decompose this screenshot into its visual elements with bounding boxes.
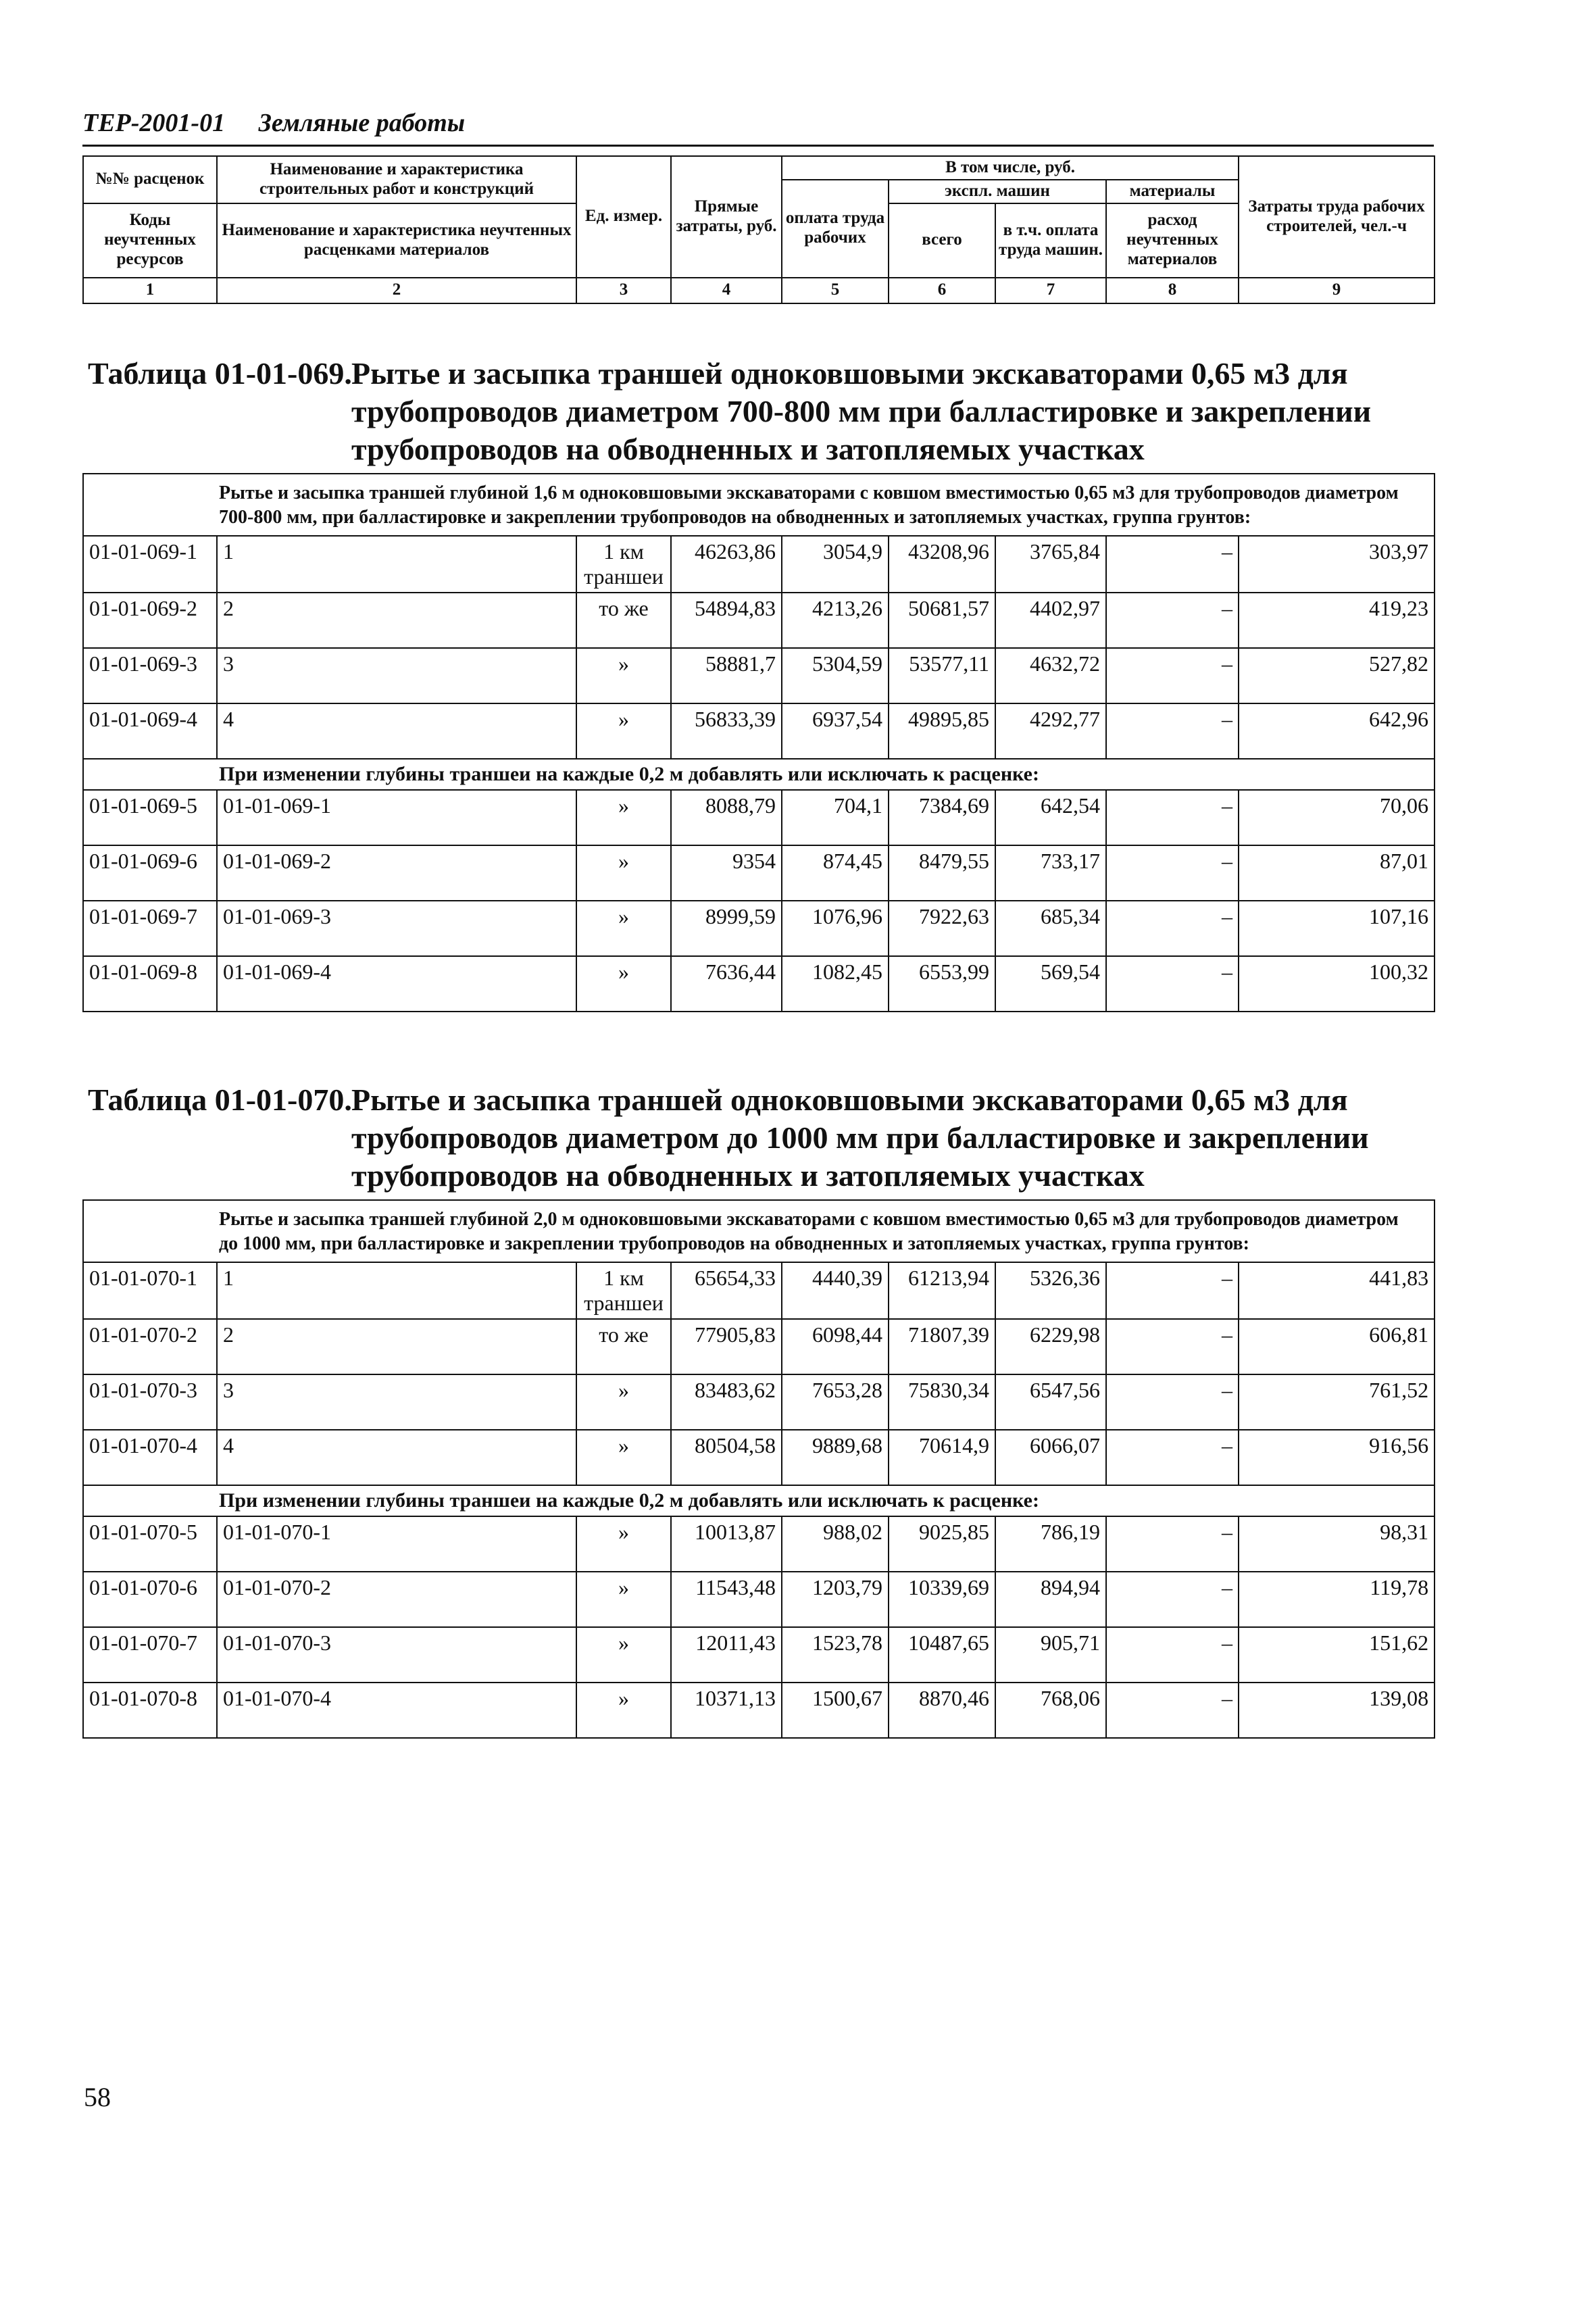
worker-pay: 3054,9 [782, 536, 889, 593]
worker-pay: 704,1 [782, 790, 889, 845]
table-label: Таблица 01-01-070. [88, 1082, 352, 1117]
direct-costs: 46263,86 [671, 536, 782, 593]
unit-cell [576, 1319, 671, 1374]
machines-total: 7384,69 [889, 790, 995, 845]
unit-cell [576, 1627, 671, 1683]
materials-cost: – [1106, 648, 1239, 703]
materials-cost: – [1106, 956, 1239, 1012]
worker-pay: 1076,96 [782, 901, 889, 956]
machines-total: 49895,85 [889, 703, 995, 759]
machines-total: 53577,11 [889, 648, 995, 703]
materials-cost: – [1106, 703, 1239, 759]
table-row [83, 790, 1435, 845]
rate-code: 01-01-070-5 [83, 1516, 217, 1572]
header-worker-pay: оплата труда рабочих [782, 180, 889, 278]
direct-costs: 12011,43 [671, 1627, 782, 1683]
unit-cell [576, 1572, 671, 1627]
header-number-7: 7 [995, 278, 1106, 303]
unit: » [618, 793, 629, 818]
header-material-name: Наименование и характеристика неучтенных расценками материалов [217, 203, 576, 278]
labor-hours: 419,23 [1239, 593, 1435, 648]
worker-pay: 1082,45 [782, 956, 889, 1012]
header-including: В том числе, руб. [782, 156, 1239, 180]
worker-pay: 4213,26 [782, 593, 889, 648]
machine-operator-pay: 6547,56 [995, 1374, 1106, 1430]
labor-hours: 70,06 [1239, 790, 1435, 845]
running-header [82, 108, 1434, 147]
unit: » [618, 651, 629, 676]
table-row [83, 1374, 1435, 1430]
machine-operator-pay: 3765,84 [995, 536, 1106, 593]
header-material-consumption: расход неучтенных материалов [1106, 203, 1239, 278]
header-direct-costs: Прямые затраты, руб. [671, 156, 782, 278]
table-row [83, 1430, 1435, 1485]
work-name: 4 [217, 1430, 576, 1485]
unit: » [618, 1630, 629, 1655]
rate-code: 01-01-070-2 [83, 1319, 217, 1374]
direct-costs: 10371,13 [671, 1683, 782, 1738]
materials-cost: – [1106, 1572, 1239, 1627]
work-name: 01-01-069-2 [217, 845, 576, 901]
work-name: 01-01-070-3 [217, 1627, 576, 1683]
header-number-2: 2 [217, 278, 576, 303]
unit: » [618, 1519, 629, 1544]
worker-pay: 1203,79 [782, 1572, 889, 1627]
header-rate-number: №№ расценок [83, 156, 217, 203]
labor-hours: 119,78 [1239, 1572, 1435, 1627]
materials-cost: – [1106, 1516, 1239, 1572]
materials-cost: – [1106, 1683, 1239, 1738]
table-title: Рытье и засыпка траншей одноковшовыми экскаваторами 0,65 м3 для трубопроводов диаметром до 1000 мм при балластировке и закреплении трубопроводов на обводненных и затопляемых участках [351, 1082, 1369, 1193]
unit: » [618, 1574, 629, 1599]
machine-operator-pay: 4402,97 [995, 593, 1106, 648]
unit-cell [576, 956, 671, 1012]
table-row [83, 1516, 1435, 1572]
machines-total: 43208,96 [889, 536, 995, 593]
header-machines: экспл. машин [889, 180, 1106, 203]
table-row [83, 703, 1435, 759]
machines-total: 61213,94 [889, 1262, 995, 1319]
labor-hours: 441,83 [1239, 1262, 1435, 1319]
labor-hours: 916,56 [1239, 1430, 1435, 1485]
unit: » [618, 903, 629, 928]
materials-cost: – [1106, 1262, 1239, 1319]
labor-hours: 139,08 [1239, 1683, 1435, 1738]
labor-hours: 87,01 [1239, 845, 1435, 901]
document-code: ТЕР-2001-01 [82, 109, 226, 137]
direct-costs: 7636,44 [671, 956, 782, 1012]
direct-costs: 8999,59 [671, 901, 782, 956]
section-name: Земляные работы [258, 109, 466, 137]
direct-costs: 77905,83 [671, 1319, 782, 1374]
header-number-8: 8 [1106, 278, 1239, 303]
machine-operator-pay: 4632,72 [995, 648, 1106, 703]
direct-costs: 83483,62 [671, 1374, 782, 1430]
unit: то же [599, 595, 649, 620]
work-name: 01-01-069-1 [217, 790, 576, 845]
direct-costs: 58881,7 [671, 648, 782, 703]
work-name: 01-01-070-2 [217, 1572, 576, 1627]
machines-total: 10487,65 [889, 1627, 995, 1683]
machine-operator-pay: 685,34 [995, 901, 1106, 956]
unit: » [618, 1433, 629, 1458]
materials-cost: – [1106, 536, 1239, 593]
table-title: Рытье и засыпка траншей одноковшовыми экскаваторами 0,65 м3 для трубопроводов диаметром 700-800 мм при балластировке и закреплении трубопроводов на обводненных и затопляемых участках [351, 356, 1372, 467]
machine-operator-pay: 6229,98 [995, 1319, 1106, 1374]
direct-costs: 9354 [671, 845, 782, 901]
machines-total: 8870,46 [889, 1683, 995, 1738]
header-number-9: 9 [1239, 278, 1435, 303]
labor-hours: 98,31 [1239, 1516, 1435, 1572]
column-header-table [82, 155, 1435, 304]
unit-cell [576, 1262, 671, 1319]
header-number-5: 5 [782, 278, 889, 303]
work-name: 3 [217, 648, 576, 703]
header-number-1: 1 [83, 278, 217, 303]
unit-cell [576, 648, 671, 703]
direct-costs: 56833,39 [671, 703, 782, 759]
header-machine-operator-pay: в т.ч. оплата труда машин. [995, 203, 1106, 278]
table-row [83, 536, 1435, 593]
worker-pay: 6937,54 [782, 703, 889, 759]
work-name: 01-01-070-1 [217, 1516, 576, 1572]
unit-cell [576, 901, 671, 956]
labor-hours: 107,16 [1239, 901, 1435, 956]
direct-costs: 10013,87 [671, 1516, 782, 1572]
rate-code: 01-01-069-1 [83, 536, 217, 593]
worker-pay: 9889,68 [782, 1430, 889, 1485]
worker-pay: 5304,59 [782, 648, 889, 703]
depth-adjustment-note: При изменении глубины траншеи на каждые 0,2 м добавлять или исключать к расценке: [83, 1485, 1435, 1516]
table-row [83, 648, 1435, 703]
unit-cell [576, 703, 671, 759]
work-name: 2 [217, 1319, 576, 1374]
machine-operator-pay: 905,71 [995, 1627, 1106, 1683]
work-name: 01-01-070-4 [217, 1683, 576, 1738]
machines-total: 75830,34 [889, 1374, 995, 1430]
labor-hours: 642,96 [1239, 703, 1435, 759]
group-description: Рытье и засыпка траншей глубиной 1,6 м одноковшовыми экскаваторами с ковшом вместимостью 0,65 м3 для трубопроводов диаметром 700-800 мм, при балластировке и закреплении трубопроводов на обводненных и затопляемых участках, группа грунтов: [83, 474, 1435, 536]
unit: » [618, 706, 629, 731]
machine-operator-pay: 733,17 [995, 845, 1106, 901]
rate-code: 01-01-070-4 [83, 1430, 217, 1485]
rates-table-069 [82, 473, 1435, 1012]
header-number-4: 4 [671, 278, 782, 303]
machine-operator-pay: 5326,36 [995, 1262, 1106, 1319]
header-labor-hours: Затраты труда рабочих строителей, чел.-ч [1239, 156, 1435, 278]
group-description: Рытье и засыпка траншей глубиной 2,0 м одноковшовыми экскаваторами с ковшом вместимостью 0,65 м3 для трубопроводов диаметром до 1000 мм, при балластировке и закреплении трубопроводов на обводненных и затопляемых участках, группа грунтов: [83, 1200, 1435, 1262]
machine-operator-pay: 786,19 [995, 1516, 1106, 1572]
rate-code: 01-01-070-7 [83, 1627, 217, 1683]
labor-hours: 100,32 [1239, 956, 1435, 1012]
materials-cost: – [1106, 901, 1239, 956]
header-unit: Ед. измер. [576, 156, 671, 278]
machine-operator-pay: 642,54 [995, 790, 1106, 845]
machine-operator-pay: 569,54 [995, 956, 1106, 1012]
unit-cell [576, 845, 671, 901]
rate-code: 01-01-069-7 [83, 901, 217, 956]
work-name: 3 [217, 1374, 576, 1430]
machine-operator-pay: 768,06 [995, 1683, 1106, 1738]
materials-cost: – [1106, 1374, 1239, 1430]
rate-code: 01-01-069-5 [83, 790, 217, 845]
table-row [83, 1572, 1435, 1627]
rate-code: 01-01-070-1 [83, 1262, 217, 1319]
unit-cell [576, 790, 671, 845]
header-number-6: 6 [889, 278, 995, 303]
machines-total: 9025,85 [889, 1516, 995, 1572]
rate-code: 01-01-070-8 [83, 1683, 217, 1738]
labor-hours: 303,97 [1239, 536, 1435, 593]
machines-total: 6553,99 [889, 956, 995, 1012]
unit-cell [576, 1516, 671, 1572]
direct-costs: 80504,58 [671, 1430, 782, 1485]
table-row [83, 593, 1435, 648]
direct-costs: 65654,33 [671, 1262, 782, 1319]
machine-operator-pay: 6066,07 [995, 1430, 1106, 1485]
work-name: 01-01-069-4 [217, 956, 576, 1012]
machines-total: 70614,9 [889, 1430, 995, 1485]
unit: 1 км [603, 539, 644, 564]
unit: то же [599, 1322, 649, 1347]
direct-costs: 11543,48 [671, 1572, 782, 1627]
rates-table-070 [82, 1199, 1435, 1739]
materials-cost: – [1106, 1319, 1239, 1374]
machines-total: 8479,55 [889, 845, 995, 901]
unit-cell [576, 1430, 671, 1485]
table-label: Таблица 01-01-069. [88, 356, 352, 391]
table-row [83, 1627, 1435, 1683]
worker-pay: 874,45 [782, 845, 889, 901]
unit: » [618, 1685, 629, 1710]
rate-code: 01-01-069-8 [83, 956, 217, 1012]
unit-suffix: траншеи [584, 1290, 664, 1315]
labor-hours: 761,52 [1239, 1374, 1435, 1430]
rate-code: 01-01-070-6 [83, 1572, 217, 1627]
machines-total: 7922,63 [889, 901, 995, 956]
unit-suffix: траншеи [584, 564, 664, 589]
machines-total: 50681,57 [889, 593, 995, 648]
work-name: 01-01-069-3 [217, 901, 576, 956]
header-materials: материалы [1106, 180, 1239, 203]
table-row [83, 901, 1435, 956]
table-row [83, 1262, 1435, 1319]
unit-cell [576, 593, 671, 648]
header-machines-total: всего [889, 203, 995, 278]
table-row [83, 845, 1435, 901]
worker-pay: 7653,28 [782, 1374, 889, 1430]
rate-code: 01-01-069-4 [83, 703, 217, 759]
work-name: 1 [217, 1262, 576, 1319]
rate-code: 01-01-069-3 [83, 648, 217, 703]
machine-operator-pay: 4292,77 [995, 703, 1106, 759]
rate-code: 01-01-070-3 [83, 1374, 217, 1430]
table-row [83, 956, 1435, 1012]
table-row [83, 1683, 1435, 1738]
materials-cost: – [1106, 1430, 1239, 1485]
unit-cell [576, 1683, 671, 1738]
table-row [83, 1319, 1435, 1374]
worker-pay: 988,02 [782, 1516, 889, 1572]
rate-code: 01-01-069-6 [83, 845, 217, 901]
unit-cell [576, 536, 671, 593]
header-number-3: 3 [576, 278, 671, 303]
header-work-name: Наименование и характеристика строительных работ и конструкций [217, 156, 576, 203]
worker-pay: 4440,39 [782, 1262, 889, 1319]
machines-total: 10339,69 [889, 1572, 995, 1627]
materials-cost: – [1106, 1627, 1239, 1683]
materials-cost: – [1106, 790, 1239, 845]
header-resource-codes: Коды неучтенных ресурсов [83, 203, 217, 278]
unit: » [618, 1377, 629, 1402]
unit-cell [576, 1374, 671, 1430]
worker-pay: 6098,44 [782, 1319, 889, 1374]
machines-total: 71807,39 [889, 1319, 995, 1374]
materials-cost: – [1106, 845, 1239, 901]
depth-adjustment-note: При изменении глубины траншеи на каждые 0,2 м добавлять или исключать к расценке: [83, 759, 1435, 790]
work-name: 2 [217, 593, 576, 648]
unit: » [618, 959, 629, 984]
labor-hours: 527,82 [1239, 648, 1435, 703]
labor-hours: 606,81 [1239, 1319, 1435, 1374]
labor-hours: 151,62 [1239, 1627, 1435, 1683]
unit: 1 км [603, 1265, 644, 1290]
direct-costs: 8088,79 [671, 790, 782, 845]
materials-cost: – [1106, 593, 1239, 648]
work-name: 1 [217, 536, 576, 593]
machine-operator-pay: 894,94 [995, 1572, 1106, 1627]
work-name: 4 [217, 703, 576, 759]
worker-pay: 1500,67 [782, 1683, 889, 1738]
page-number: 58 [84, 2082, 111, 2112]
rate-code: 01-01-069-2 [83, 593, 217, 648]
direct-costs: 54894,83 [671, 593, 782, 648]
worker-pay: 1523,78 [782, 1627, 889, 1683]
unit: » [618, 848, 629, 873]
